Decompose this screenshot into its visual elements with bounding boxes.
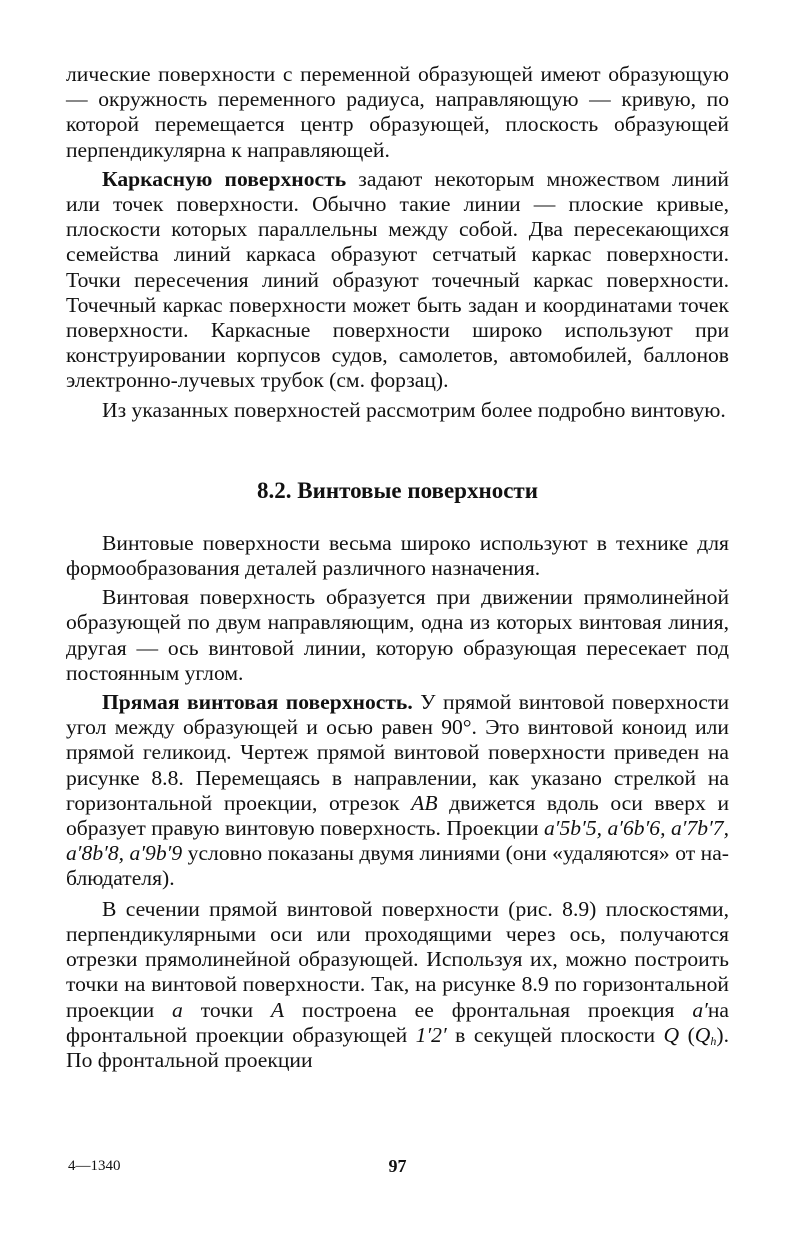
- var-A: A: [270, 997, 285, 1022]
- projections-list: a′5b′5, a′6b′6, a′7b′7, a′8b′8, a′9b′9: [66, 816, 729, 866]
- printer-signature: 4—1340: [68, 1158, 121, 1174]
- paragraph-3-text: Из указанных поверхностей рассмотрим более подробно винтовую.: [102, 397, 726, 422]
- paragraph-6-text-b: движется вдоль оси вверх и образует правую винтовую поверхность. Проекции: [66, 790, 729, 841]
- term-frame-surface: Каркасную поверхность: [102, 166, 347, 191]
- var-a: a: [172, 997, 183, 1022]
- paragraph-5: [66, 585, 729, 686]
- var-Qh-subscript: h: [710, 1033, 717, 1048]
- paragraph-7-text-a: В сечении прямой винтовой поверхности (рис. 8.9) плоскостями, перпендикулярными оси или проходящими через ось, получаются отрезки прямолинейной образующей. Используя их, можно построить точки на винтовой поверхности. Так, на рисунке 8.9 по горизонтальной проекции: [66, 896, 729, 1022]
- paragraph-7-text-e: в секущей плоскости: [446, 1022, 664, 1047]
- paragraph-7-text-d: на фронтальной проекции образующей: [66, 997, 729, 1047]
- page-footer: [66, 1158, 729, 1178]
- page-number: 97: [388, 1156, 407, 1176]
- page-body: [66, 62, 729, 1073]
- var-a-prime: a′: [692, 997, 708, 1022]
- paragraph-6-text-a: У прямой винтовой поверхности угол между образующей и осью равен 90°. Это винтовой коноид или прямой геликоид. Чертеж прямой винтовой поверхности приведен на рисунке 8.8. Перемещаясь в направлении, как указано стрелкой на горизонтальной проекции, отрезок: [66, 690, 729, 815]
- var-Qh-base: Q: [694, 1022, 711, 1047]
- paragraph-3: [66, 398, 729, 423]
- paragraph-2-text: задают некоторым множеством линий или точек поверхности. Обычно такие линии — плоские кривые, плоскости которых параллельны между собой. Два пересекающихся семейства линий каркаса образуют сетчатый каркас поверхности. Точки пересечения линий образуют точечный каркас поверхности. Точечный каркас поверхности может быть задан и координатами точек поверхности. Каркасные поверхности широко используют при конструировании корпусов судов, самолетов, автомобилей, баллонов электронно-лучевых трубок (см. форзац).: [66, 166, 729, 393]
- paragraph-7-text-b: точки: [182, 997, 271, 1022]
- paragraph-6-text-c: условно показаны двумя линиями (они «удаляются» от наблюдателя).: [66, 841, 729, 891]
- paragraph-6: [66, 690, 729, 892]
- paragraph-4: [66, 531, 729, 581]
- term-right-helicoid: Прямая винтовая поверхность.: [102, 690, 413, 715]
- paragraph-7-text-c: построена ее фронтальная проекция: [284, 997, 693, 1022]
- paragraph-4-text: Винтовые поверхности весьма широко используют в технике для формообразования деталей различного назначения.: [66, 530, 729, 581]
- section-title: 8.2. Винтовые поверхности: [257, 477, 538, 503]
- paragraph-2: [66, 167, 729, 394]
- paragraph-5-text: Винтовая поверхность образуется при движении прямолинейной образующей по двум направляющим, одна из которых винтовая линия, другая — ось винтовой линии, которую образующая пересекает под постоянным углом.: [66, 585, 729, 685]
- paragraph-1-text: лические поверхности с переменной образующей имеют образующую — окружность переменного радиуса, направляющую — кривую, по которой перемещается центр образующей, плоскость образующей перпендикулярна к направляющей.: [66, 62, 729, 162]
- paragraph-1: [66, 62, 729, 163]
- segment-ab: AB: [411, 790, 438, 815]
- paragraph-7-text-f: (: [679, 1022, 695, 1047]
- var-12-prime: 1′2′: [415, 1022, 447, 1047]
- paragraph-7: [66, 897, 729, 1073]
- var-Qh: [695, 1023, 717, 1047]
- paragraph-7-text-g: ). По фронтальной проекции: [66, 1022, 729, 1072]
- var-Q: Q: [663, 1022, 680, 1047]
